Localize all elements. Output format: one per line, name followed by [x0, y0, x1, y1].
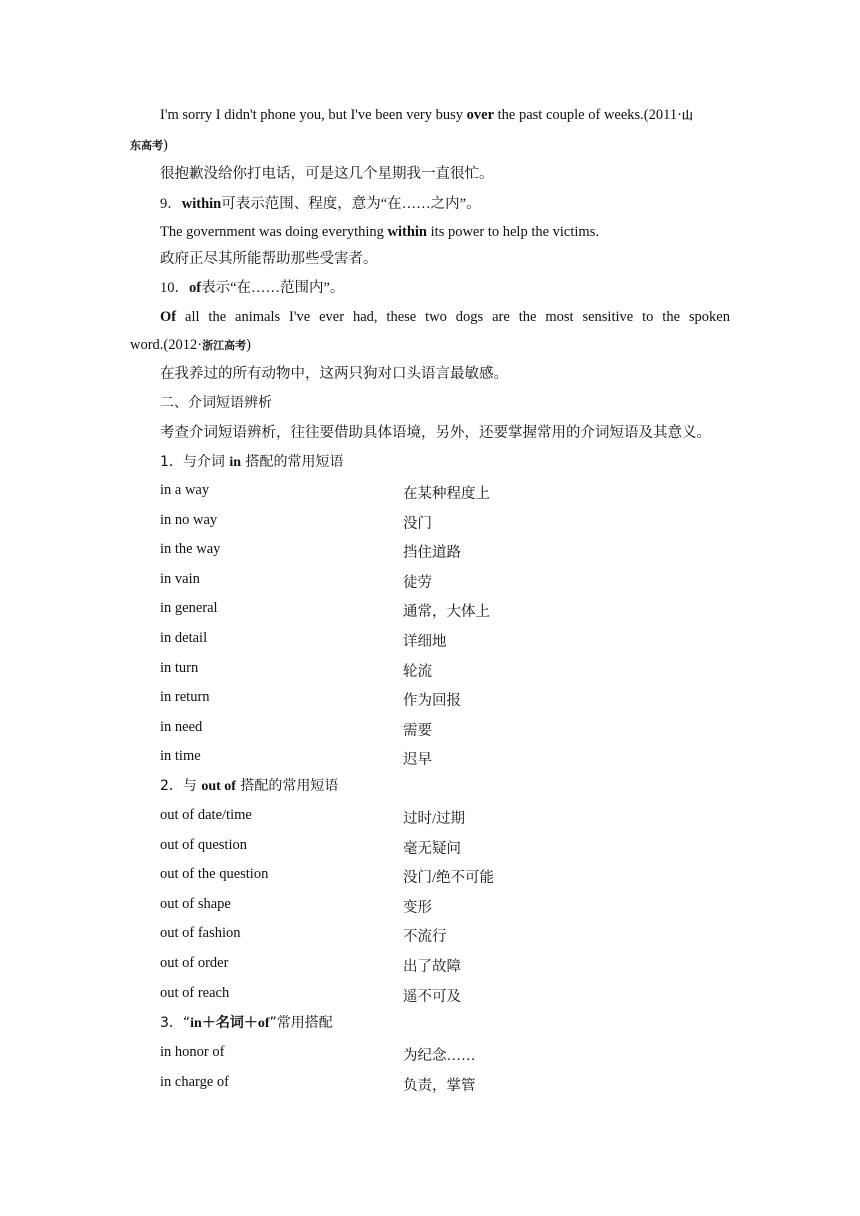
sentence-text: The government was doing everything	[160, 224, 388, 240]
phrase-row	[0, 896, 860, 916]
phrase-english: in need	[160, 718, 203, 735]
example-source-line	[130, 135, 168, 156]
example-sentence-over	[160, 105, 693, 126]
translation-within: 政府正尽其所能帮助那些受害者。	[160, 251, 378, 267]
phrase-row	[0, 1074, 860, 1094]
keyword-out-of: out of	[201, 779, 236, 794]
phrase-meaning: 徒劳	[403, 574, 432, 591]
sentence-text: word.(2012·	[130, 337, 203, 353]
phrase-english: in charge of	[160, 1073, 229, 1090]
phrase-row	[0, 925, 860, 945]
group-heading-in	[160, 452, 344, 473]
heading-text: ”常用搭配	[269, 1015, 333, 1031]
keyword-in-noun-of: in＋名词＋of	[190, 1016, 270, 1031]
source-note: 山	[681, 110, 693, 122]
example-sentence-of	[160, 307, 730, 327]
keyword-in: in	[229, 455, 242, 470]
phrase-meaning: 负责，掌管	[403, 1077, 476, 1094]
rule-item-10	[160, 278, 344, 298]
phrase-english: out of date/time	[160, 807, 252, 823]
rule-item-9	[160, 194, 481, 214]
phrase-row	[0, 541, 860, 561]
heading-text: 搭配的常用短语	[241, 454, 344, 470]
phrase-english: in a way	[160, 482, 210, 498]
phrase-english: in honor of	[160, 1044, 225, 1060]
phrase-meaning: 挡住道路	[403, 545, 461, 562]
phrase-english: in no way	[160, 511, 218, 528]
phrase-english: in the way	[160, 541, 221, 558]
keyword-within: within	[387, 224, 428, 240]
phrase-meaning: 毫无疑问	[403, 840, 461, 857]
source-note: 浙江高考	[202, 340, 247, 352]
phrase-row	[0, 955, 860, 975]
group-heading-in-noun-of	[160, 1013, 333, 1034]
source-note: 东高考	[130, 140, 163, 152]
phrase-meaning: 轮流	[403, 663, 432, 680]
source-close: )	[246, 337, 251, 353]
phrase-english: out of fashion	[160, 925, 241, 942]
example-sentence-within	[160, 222, 599, 242]
phrase-english: in detail	[160, 630, 208, 646]
section-heading: 二、介词短语辨析	[160, 395, 272, 411]
rule-text: 表示“在……范围内”。	[201, 280, 345, 296]
phrase-english: in general	[160, 600, 218, 617]
phrase-row	[0, 985, 860, 1005]
keyword-of: of	[189, 280, 202, 296]
phrase-row	[0, 748, 860, 768]
phrase-meaning: 迟早	[403, 752, 432, 769]
phrase-meaning: 不流行	[403, 929, 447, 946]
phrase-english: in vain	[160, 570, 200, 587]
phrase-meaning: 作为回报	[403, 693, 461, 710]
group-heading-out-of	[160, 776, 338, 797]
phrase-row	[0, 866, 860, 886]
phrase-meaning: 详细地	[403, 634, 447, 650]
sentence-text: all the animals I've ever had, these two dogs are the most sensitive to the spoken	[176, 309, 730, 325]
phrase-meaning: 没门/绝不可能	[403, 870, 495, 887]
heading-text: 1．与介词	[160, 454, 230, 470]
phrase-meaning: 变形	[403, 899, 432, 916]
phrase-english: out of order	[160, 955, 229, 971]
phrase-row	[0, 600, 860, 620]
heading-text: 搭配的常用短语	[235, 778, 339, 794]
phrase-english: out of shape	[160, 895, 231, 912]
rule-text: 可表示范围、程度，意为“在……之内”。	[221, 196, 481, 212]
phrase-row	[0, 689, 860, 709]
keyword-over: over	[466, 107, 495, 123]
sentence-text: the past couple of weeks.(2011·	[494, 107, 682, 123]
phrase-row	[0, 1044, 860, 1064]
phrase-english: in return	[160, 689, 210, 706]
phrase-meaning: 需要	[403, 722, 432, 739]
phrase-row	[0, 630, 860, 650]
phrase-row	[0, 660, 860, 680]
heading-text: 2．与	[160, 778, 202, 794]
heading-text: 3．“	[160, 1015, 191, 1031]
phrase-row	[0, 807, 860, 827]
phrase-meaning: 遥不可及	[403, 988, 461, 1005]
phrase-row	[0, 837, 860, 857]
example-source-line	[130, 335, 251, 356]
phrase-english: in time	[160, 748, 201, 765]
item-number: 9．	[160, 196, 182, 212]
phrase-row	[0, 571, 860, 591]
sentence-text: its power to help the victims.	[427, 224, 599, 240]
phrase-meaning: 过时/过期	[403, 811, 466, 827]
source-close: )	[163, 137, 168, 153]
keyword-within: within	[181, 196, 222, 212]
phrase-english: out of question	[160, 836, 247, 853]
translation-of: 在我养过的所有动物中，这两只狗对口头语言最敏感。	[160, 366, 508, 382]
phrase-row	[0, 719, 860, 739]
phrase-row	[0, 482, 860, 502]
phrase-meaning: 在某种程度上	[403, 486, 490, 502]
phrase-english: out of reach	[160, 984, 230, 1001]
keyword-of: Of	[160, 309, 177, 325]
phrase-english: out of the question	[160, 866, 269, 883]
phrase-meaning: 为纪念……	[403, 1048, 476, 1064]
phrase-meaning: 通常，大体上	[403, 604, 490, 621]
section-intro: 考查介词短语辨析，往往要借助具体语境，另外，还要掌握常用的介词短语及其意义。	[160, 425, 711, 441]
phrase-english: in turn	[160, 659, 199, 676]
item-number: 10．	[160, 280, 189, 296]
phrase-row	[0, 512, 860, 532]
phrase-meaning: 没门	[403, 515, 432, 532]
phrase-meaning: 出了故障	[403, 959, 461, 975]
translation-over: 很抱歉没给你打电话，可是这几个星期我一直很忙。	[160, 166, 494, 182]
sentence-text: I'm sorry I didn't phone you, but I've been very busy	[160, 107, 467, 123]
